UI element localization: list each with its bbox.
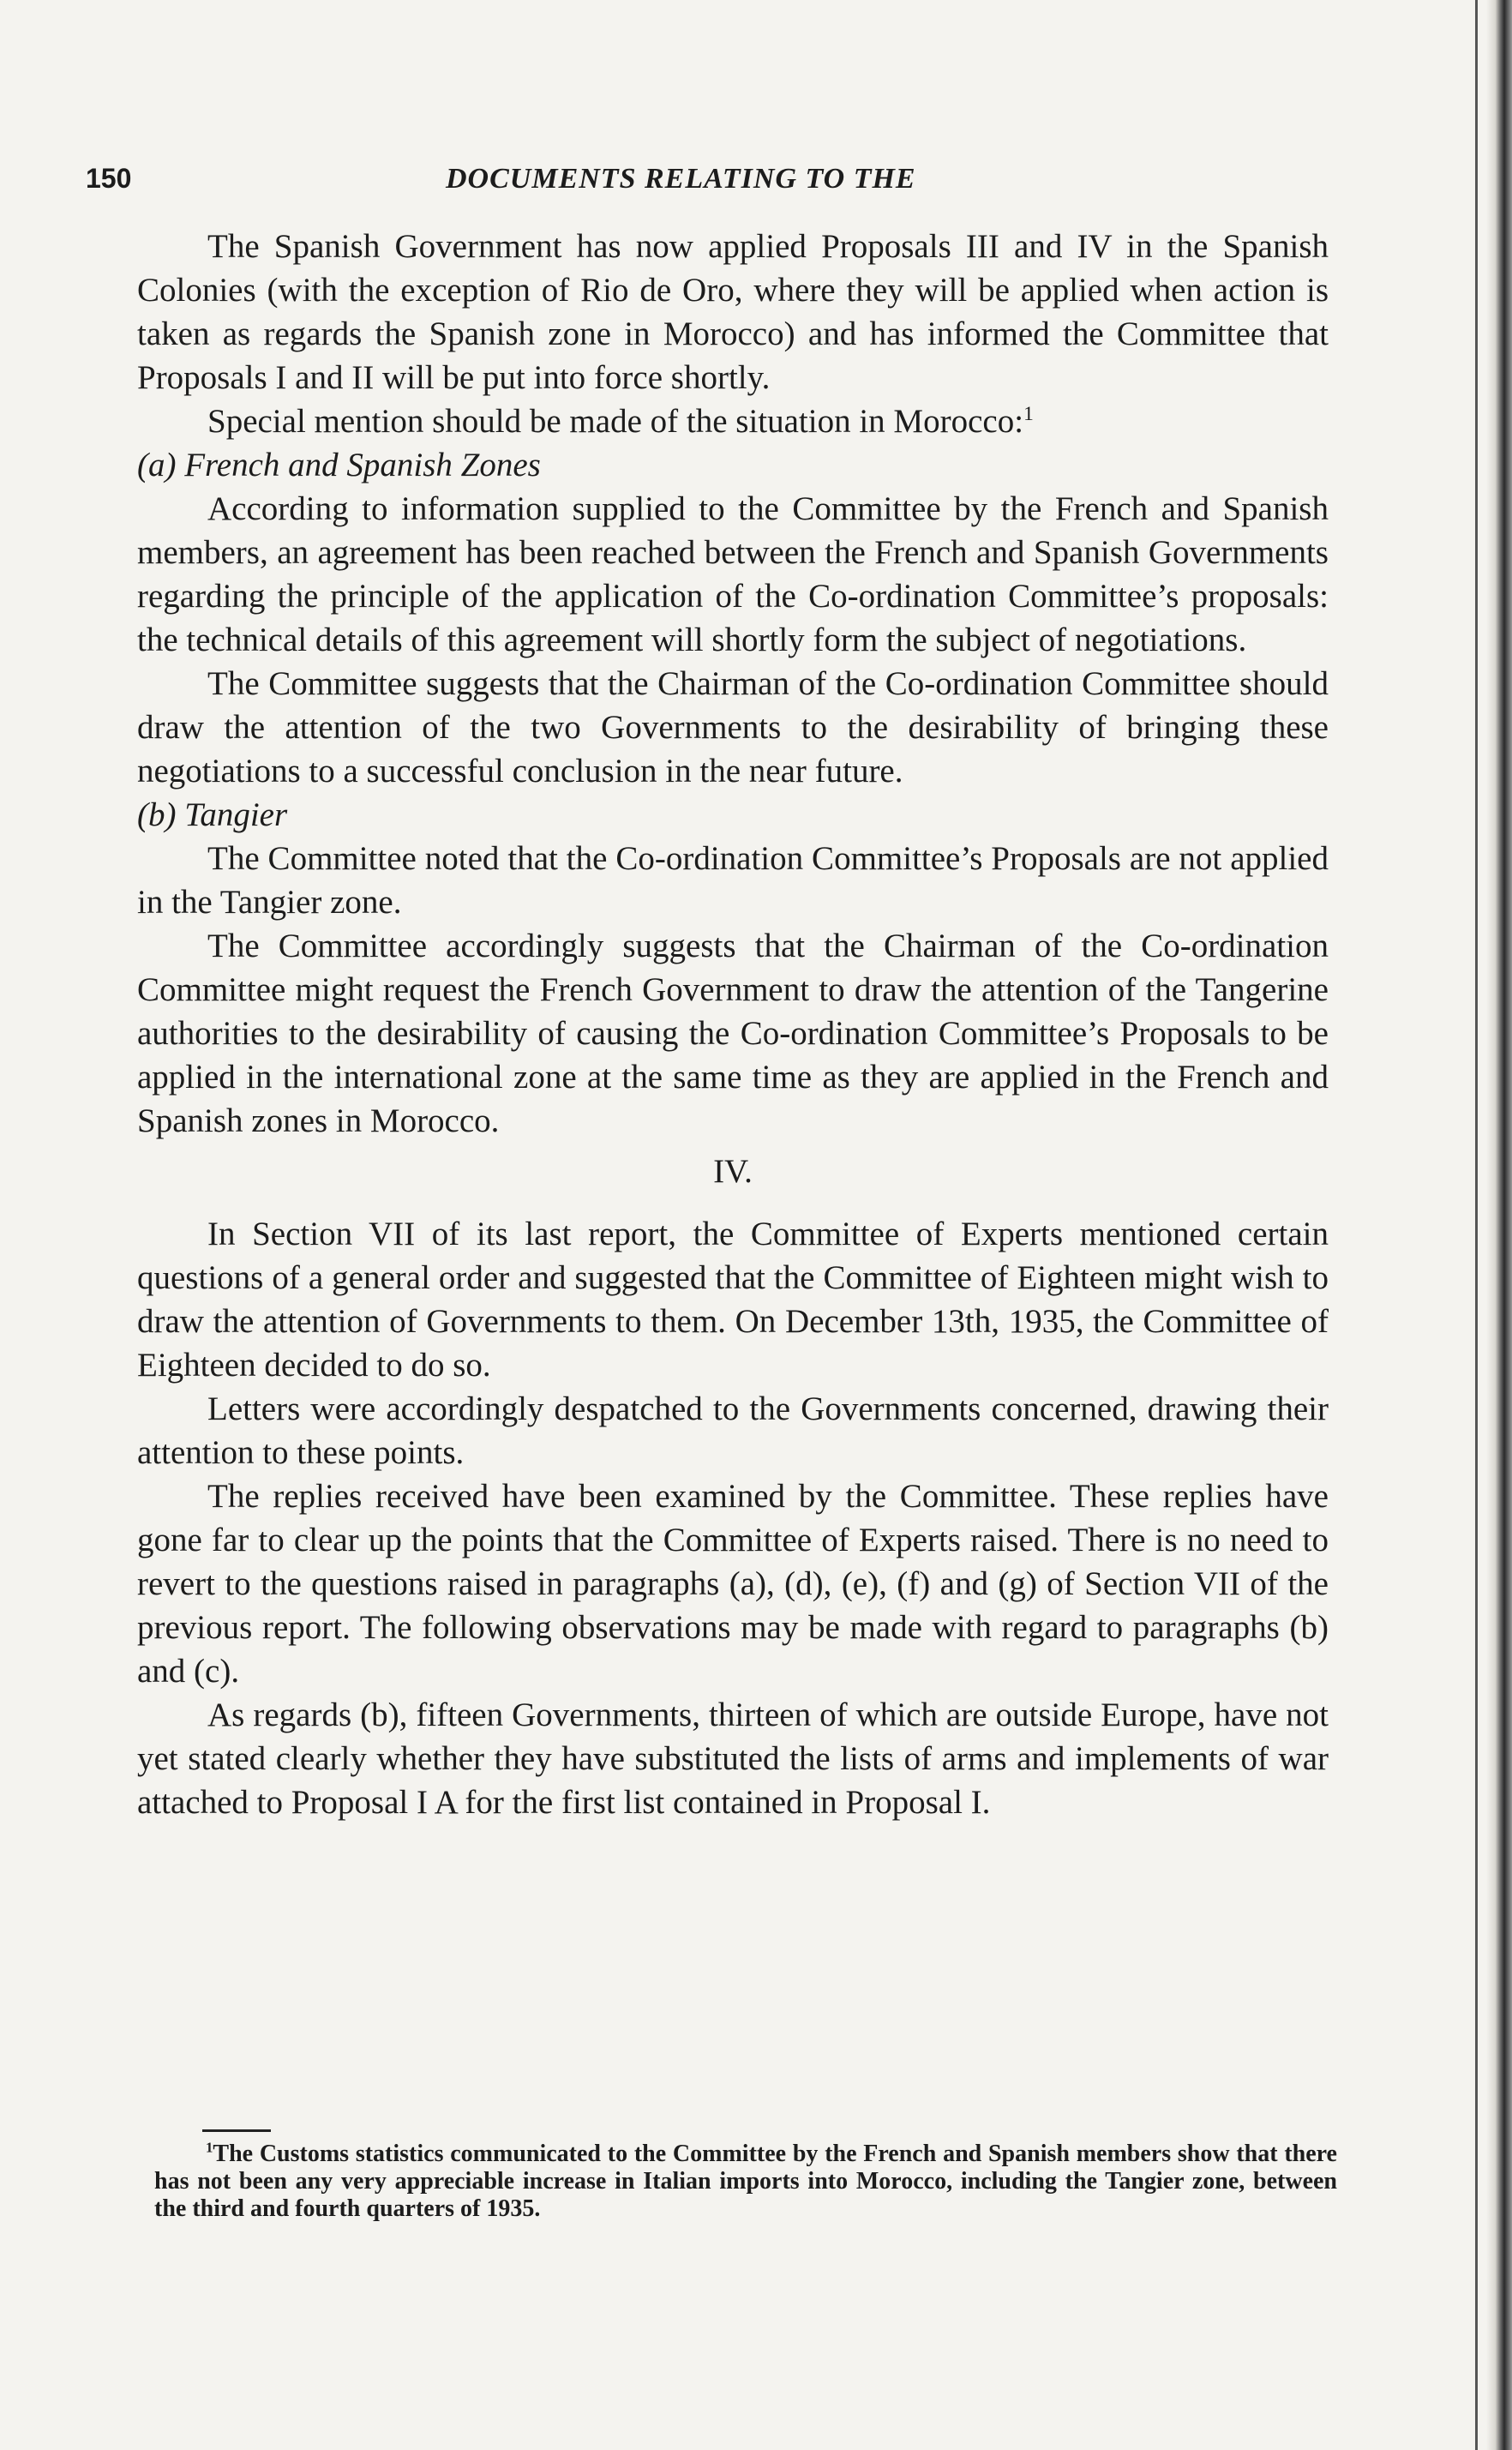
page-body [137,225,1329,1824]
paragraph-agreement: According to information supplied to the Committee by the French and Spanish members, an agreement has been reached between the French and Spanish Governments regarding the principle of the application of the Co-ordination Committee’s proposals: the technical details of this agreement will shortly form the subject of negotiations. [137,490,1329,658]
page-header [86,163,1329,206]
paragraph-section-vii: In Section VII of its last report, the Committee of Experts mentioned certain questions of a general order and suggested that the Committee of Eighteen might wish to draw the attention of Governments to them. On December 13th, 1935, the Committee of Eighteen decided to do so. [137,1216,1329,1384]
subheading-french-spanish-zones: (a) French and Spanish Zones [137,447,541,483]
footnote-divider [202,2129,271,2132]
paragraph-morocco-text: Special mention should be made of the situation in Morocco: [207,403,1024,440]
paragraph-morocco-intro [137,399,1329,443]
paragraph-tangier-suggestion: The Committee accordingly suggests that the Chairman of the Co-ordination Committee might request the French Government to draw the attention of the Tangerine authorities to the desirability of causing the Co-ordination Committee’s Proposals to be applied in the international zone at the same time as they are applied in the French and Spanish zones in Morocco. [137,928,1329,1139]
paragraph-fifteen-governments: As regards (b), fifteen Governments, thirteen of which are outside Europe, have not yet stated clearly whether they have substituted the lists of arms and implements of war attached to Proposal I A for the first list contained in Proposal I. [137,1696,1329,1821]
footnote-reference: 1 [1023,403,1034,425]
footnote [154,2141,1337,2223]
section-heading-iv: IV. [713,1153,753,1190]
footnote-mark: 1 [206,2139,213,2156]
page-binding-edge [1486,0,1512,2450]
paragraph-letters-despatched: Letters were accordingly despatched to the Governments concerned, drawing their attention to these points. [137,1390,1329,1471]
subheading-tangier: (b) Tangier [137,796,288,833]
footnote-paragraph [154,2141,1337,2223]
paragraph-chairman-suggestion: The Committee suggests that the Chairman of the Co-ordination Committee should draw the attention of the two Governments to the desirability of bringing these negotiations to a successful conclusion in the near future. [137,665,1329,790]
footnote-text: The Customs statistics communicated to the Committee by the French and Spanish members show that there has not been any very appreciable increase in Italian imports into Morocco, including the Tangier zone, between the third and fourth quarters of 1935. [154,2141,1337,2222]
page-edge-line [1475,0,1478,2450]
page-number: 150 [86,163,132,194]
paragraph-replies-examined: The replies received have been examined by the Committee. These replies have gone far to clear up the points that the Committee of Experts raised. There is no need to revert to the questions raised in paragraphs (a), (d), (e), (f) and (g) of Section VII of the previous report. The following observations may be made with regard to paragraphs (b) and (c). [137,1478,1329,1690]
paragraph-spanish-colonies: The Spanish Government has now applied Proposals III and IV in the Spanish Colonies (with the exception of Rio de Oro, where they will be applied when action is taken as regards the Spanish zone in Morocco) and has informed the Committee that Proposals I and II will be put into force shortly. [137,228,1329,396]
paragraph-tangier-not-applied: The Committee noted that the Co-ordination Committee’s Proposals are not applied in the Tangier zone. [137,840,1329,921]
running-head: DOCUMENTS RELATING TO THE [446,163,916,195]
